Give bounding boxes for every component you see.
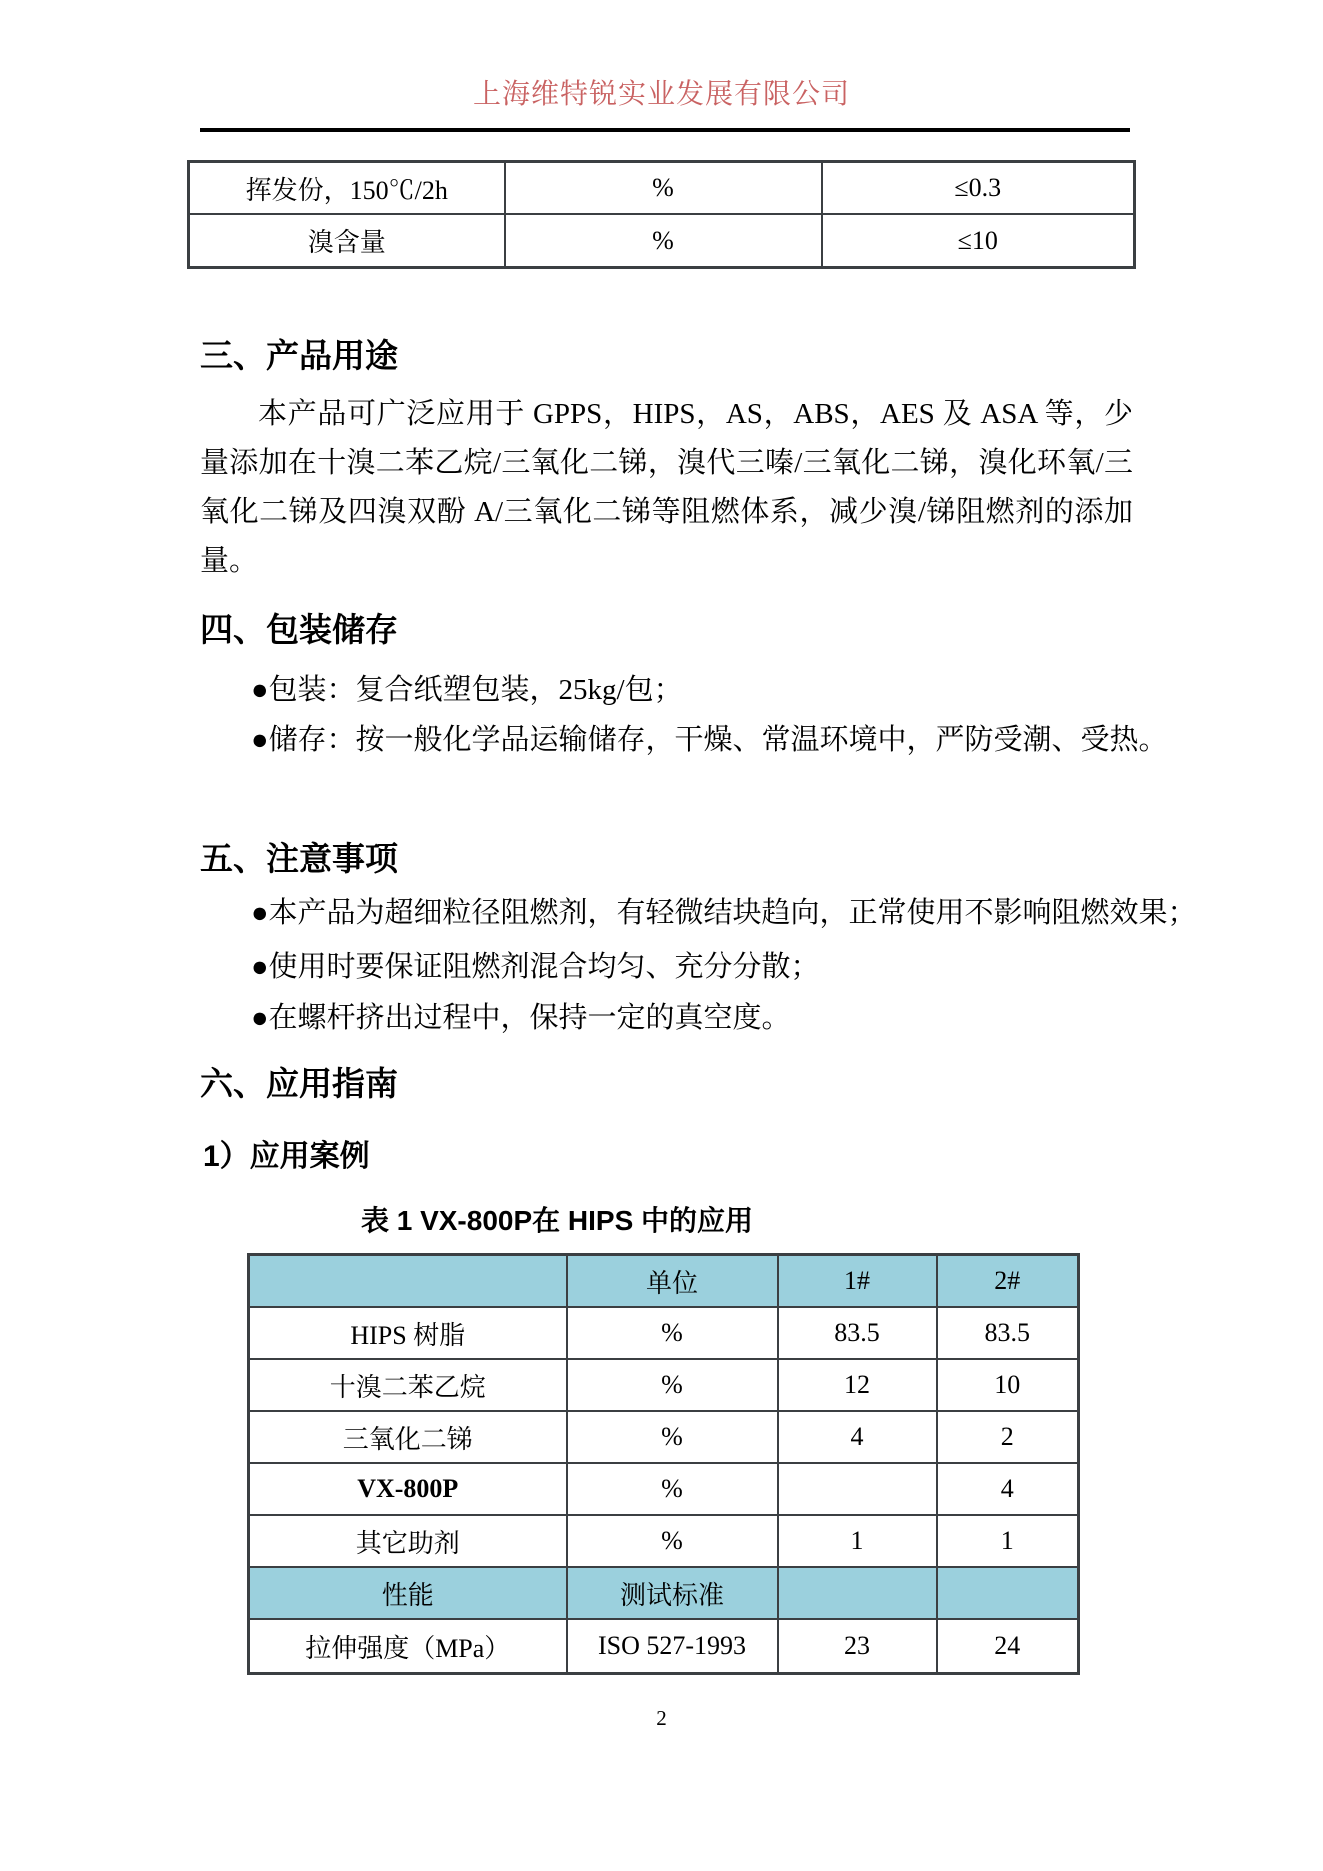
- application-case-subheading: 1）应用案例: [203, 1140, 370, 1173]
- precaution-bullet: ●使用时要保证阻燃剂混合均匀、充分分散；: [251, 951, 820, 983]
- app-table-cell: 性能: [249, 1567, 567, 1619]
- spec-table-row: [189, 162, 1135, 215]
- spec-table: [187, 160, 1136, 269]
- spec-value-cell: ≤0.3: [822, 162, 1135, 215]
- spec-table-row: [189, 214, 1135, 268]
- company-name-header: 上海维特锐实业发展有限公司: [472, 79, 850, 110]
- app-table-row: [249, 1619, 1079, 1674]
- app-table-cell: [778, 1567, 937, 1619]
- app-table-row: [249, 1307, 1079, 1359]
- page-number: 2: [656, 1706, 667, 1730]
- spec-property-cell: 挥发份，150℃/2h: [189, 162, 505, 215]
- app-table-cell: 1: [937, 1515, 1079, 1567]
- app-table-cell: [778, 1463, 937, 1515]
- app-table-cell: 三氧化二锑: [249, 1411, 567, 1463]
- app-table-cell: 83.5: [937, 1307, 1079, 1359]
- app-table-cell: 23: [778, 1619, 937, 1674]
- section-heading-application: 六、应用指南: [200, 1065, 398, 1102]
- app-table-cell: 4: [778, 1411, 937, 1463]
- packaging-bullet: ●储存：按一般化学品运输储存，干燥、常温环境中，严防受潮、受热。: [251, 724, 1168, 756]
- app-table-cell: %: [567, 1411, 778, 1463]
- app-table-row: [249, 1515, 1079, 1567]
- app-table-header-cell: 2#: [937, 1255, 1079, 1308]
- app-table-cell: 十溴二苯乙烷: [249, 1359, 567, 1411]
- app-table-cell: %: [567, 1359, 778, 1411]
- app-table-cell: %: [567, 1515, 778, 1567]
- app-table-header-row: [249, 1255, 1079, 1308]
- app-table-cell: ISO 527-1993: [567, 1619, 778, 1674]
- app-table-header-cell: 单位: [567, 1255, 778, 1308]
- app-table-row: [249, 1359, 1079, 1411]
- spec-property-cell: 溴含量: [189, 214, 505, 268]
- app-table-row: [249, 1463, 1079, 1515]
- packaging-bullet: ●包装：复合纸塑包装，25kg/包；: [251, 674, 683, 706]
- usage-paragraph: 本产品可广泛应用于 GPPS，HIPS，AS，ABS，AES 及 ASA 等，少量添加在十溴二苯乙烷/三氧化二锑，溴代三嗪/三氧化二锑，溴化环氧/三氧化二锑及四溴双酚 A/三氧化二锑等阻燃体系，减少溴/锑阻燃剂的添加量。: [200, 398, 1133, 577]
- precaution-bullet: ●本产品为超细粒径阻燃剂，有轻微结块趋向，正常使用不影响阻燃效果；: [251, 897, 1197, 929]
- section-heading-precautions: 五、注意事项: [200, 840, 398, 877]
- spec-unit-cell: %: [505, 162, 822, 215]
- app-table-header-cell: 1#: [778, 1255, 937, 1308]
- app-table-cell: 83.5: [778, 1307, 937, 1359]
- app-table-cell: 拉伸强度（MPa）: [249, 1619, 567, 1674]
- app-table-cell: 10: [937, 1359, 1079, 1411]
- app-table-cell: %: [567, 1307, 778, 1359]
- app-table-cell-product: VX-800P: [249, 1463, 567, 1515]
- app-table-cell: [937, 1567, 1079, 1619]
- app-table-cell: HIPS 树脂: [249, 1307, 567, 1359]
- section-heading-packaging: 四、包装储存: [200, 611, 398, 648]
- app-table-row: [249, 1411, 1079, 1463]
- spec-unit-cell: %: [505, 214, 822, 268]
- section-heading-usage: 三、产品用途: [200, 337, 398, 374]
- app-table-cell: 24: [937, 1619, 1079, 1674]
- app-table-cell: 2: [937, 1411, 1079, 1463]
- app-table-cell: 12: [778, 1359, 937, 1411]
- app-table-section-row: [249, 1567, 1079, 1619]
- app-table-cell: 其它助剂: [249, 1515, 567, 1567]
- application-table-title: 表 1 VX-800P在 HIPS 中的应用: [360, 1205, 754, 1236]
- app-table-cell: 4: [937, 1463, 1079, 1515]
- application-table: [247, 1253, 1080, 1675]
- app-table-cell: %: [567, 1463, 778, 1515]
- spec-value-cell: ≤10: [822, 214, 1135, 268]
- precaution-bullet: ●在螺杆挤出过程中，保持一定的真空度。: [251, 1002, 791, 1034]
- app-table-header-cell: [249, 1255, 567, 1308]
- app-table-cell: 1: [778, 1515, 937, 1567]
- app-table-cell: 测试标准: [567, 1567, 778, 1619]
- header-divider-rule: [200, 128, 1130, 132]
